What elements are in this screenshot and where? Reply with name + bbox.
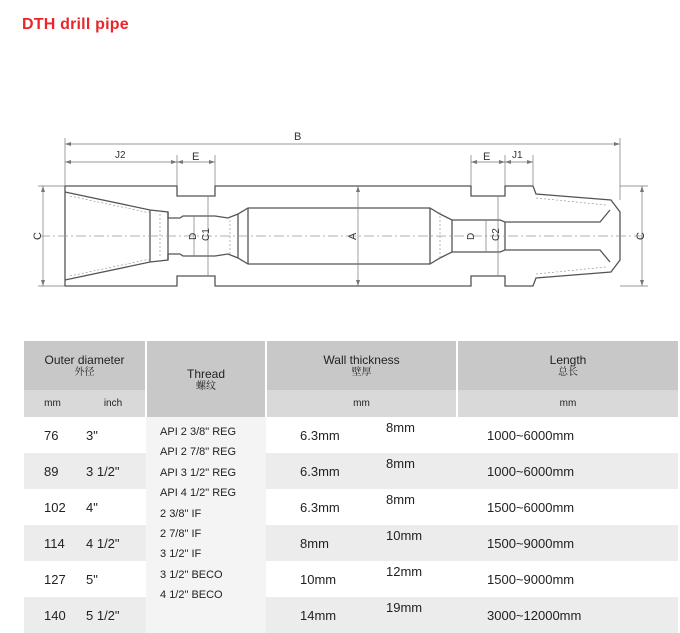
header-length-cn: 总长: [558, 367, 579, 378]
row-inch: 5": [81, 561, 146, 597]
subheader-mm: mm: [24, 390, 81, 417]
label-j2: J2: [115, 150, 126, 161]
row-wall-max: 8mm: [356, 489, 457, 525]
header-wall-thickness-en: Wall thickness: [323, 353, 400, 367]
table-row: [24, 453, 678, 489]
subheader-inch: inch: [81, 390, 146, 417]
thread-item: 3 1/2" BECO: [160, 568, 223, 581]
row-mm: 89: [24, 453, 81, 489]
spec-table: [24, 341, 678, 633]
row-length: 1500~6000mm: [457, 489, 678, 525]
thread-item: API 2 7/8" REG: [160, 446, 237, 459]
row-mm: 127: [24, 561, 81, 597]
label-d-right: D: [466, 232, 477, 240]
thread-item: 2 7/8" IF: [160, 527, 202, 540]
table-row: [24, 489, 678, 525]
table-row: [24, 417, 678, 453]
row-inch: 4 1/2": [81, 525, 146, 561]
row-inch: 3 1/2": [81, 453, 146, 489]
header-thread-en: Thread: [187, 366, 226, 381]
thread-item: API 2 3/8" REG: [160, 426, 237, 438]
row-mm: 76: [24, 417, 81, 453]
thread-item: 3 1/2" IF: [160, 548, 202, 561]
row-wall-min: 6.3mm: [266, 417, 356, 453]
row-inch: 3": [81, 417, 146, 453]
thread-item: API 3 1/2" REG: [160, 466, 237, 479]
row-mm: 102: [24, 489, 81, 525]
header-length: [457, 341, 678, 390]
label-e-right: E: [483, 151, 491, 163]
row-wall-min: 10mm: [266, 561, 356, 597]
subheader-wall-mm: mm: [266, 390, 457, 417]
header-length-en: Length: [549, 353, 587, 367]
header-thread-cn: 螺纹: [196, 380, 217, 392]
header-wall-thickness-cn: 壁厚: [351, 367, 372, 378]
page-title: DTH drill pipe: [22, 16, 129, 33]
row-length: 1000~6000mm: [457, 417, 678, 453]
table-row: [24, 525, 678, 561]
row-wall-max: 12mm: [356, 561, 457, 597]
table-row: [24, 597, 678, 633]
label-a: A: [347, 232, 359, 240]
thread-item: 4 1/2" BECO: [160, 589, 223, 602]
header-thread: [146, 341, 266, 417]
row-length: 3000~12000mm: [457, 597, 678, 633]
header-outer-diameter-cn: 外径: [74, 367, 95, 378]
label-e-left: E: [192, 151, 200, 163]
row-inch: 4": [81, 489, 146, 525]
label-c-right: C: [635, 232, 647, 240]
row-mm: 140: [24, 597, 81, 633]
thread-list: [146, 417, 266, 633]
thread-item: 2 3/8" IF: [160, 507, 202, 520]
label-c-left: C: [32, 232, 44, 240]
row-wall-min: 6.3mm: [266, 489, 356, 525]
row-length: 1000~6000mm: [457, 453, 678, 489]
row-wall-max: 10mm: [356, 525, 457, 561]
header-outer-diameter-en: Outer diameter: [44, 353, 125, 367]
subheader-length-mm: mm: [457, 390, 678, 417]
header-wall-thickness: [266, 341, 457, 390]
row-wall-min: 14mm: [266, 597, 356, 633]
row-mm: 114: [24, 525, 81, 561]
label-d-left: D: [188, 232, 199, 240]
row-inch: 5 1/2": [81, 597, 146, 633]
label-b: B: [294, 131, 302, 143]
row-wall-max: 19mm: [356, 597, 457, 633]
row-wall-max: 8mm: [356, 417, 457, 453]
header-outer-diameter: [24, 341, 146, 390]
thread-item: API 4 1/2" REG: [160, 487, 237, 500]
row-length: 1500~9000mm: [457, 561, 678, 597]
row-length: 1500~9000mm: [457, 525, 678, 561]
label-c1: C1: [201, 228, 212, 241]
table-row: [24, 561, 678, 597]
row-wall-min: 8mm: [266, 525, 356, 561]
row-wall-max: 8mm: [356, 453, 457, 489]
label-c2: C2: [491, 228, 502, 241]
label-j1: J1: [512, 150, 523, 161]
row-wall-min: 6.3mm: [266, 453, 356, 489]
